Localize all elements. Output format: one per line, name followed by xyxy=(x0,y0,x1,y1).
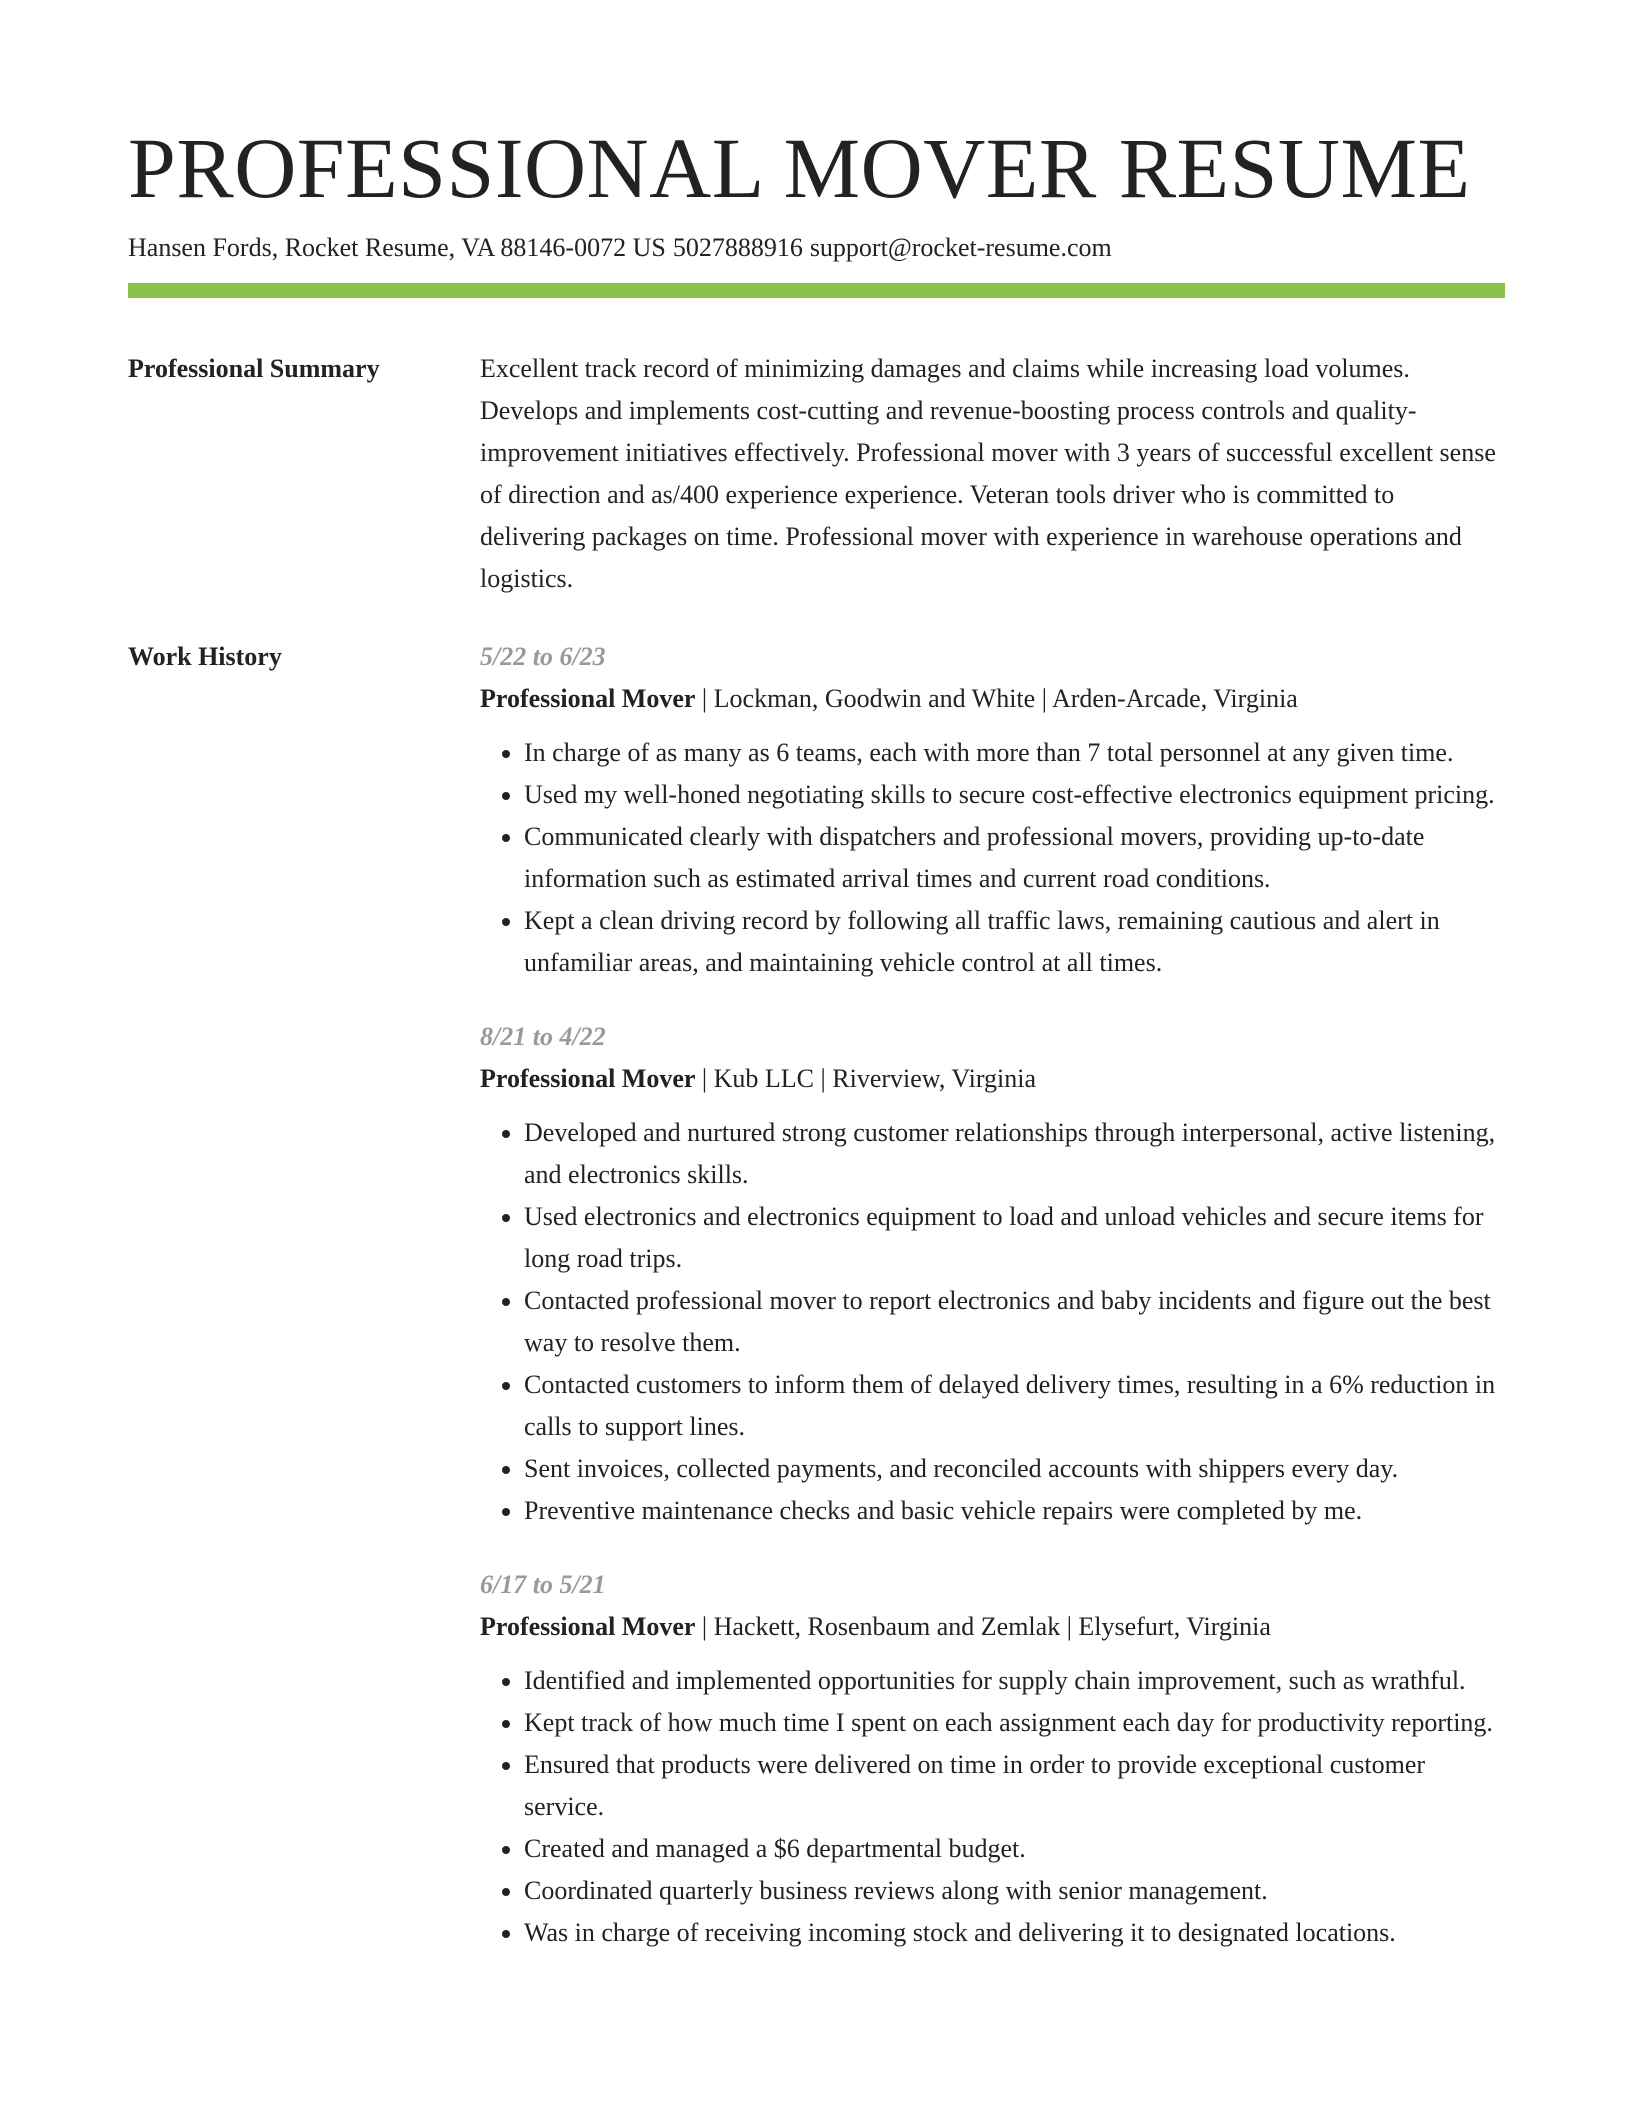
job-entry xyxy=(480,1016,1505,1532)
job-bullet: • Developed and nurtured strong customer relationships through interpersonal, active listening, and electronics skills. xyxy=(524,1112,1505,1196)
job-bullets xyxy=(480,1660,1505,1954)
job-bullet: • Sent invoices, collected payments, and reconciled accounts with shippers every day. xyxy=(524,1448,1505,1490)
job-separator: | xyxy=(701,684,708,713)
job-company: Hackett, Rosenbaum and Zemlak xyxy=(713,1612,1061,1641)
job-company: Lockman, Goodwin and White xyxy=(713,684,1036,713)
job-location: Arden-Arcade, Virginia xyxy=(1052,684,1298,713)
job-bullet: • Communicated clearly with dispatchers and professional movers, providing up-to-date information such as estimated arrival times and current road conditions. xyxy=(524,816,1505,900)
job-dates: 5/22 to 6/23 xyxy=(480,642,606,671)
job-bullet: • Preventive maintenance checks and basic vehicle repairs were completed by me. xyxy=(524,1490,1505,1532)
job-separator: | xyxy=(1041,684,1047,713)
contact-email: support@rocket-resume.com xyxy=(809,233,1112,262)
job-bullet: • Kept a clean driving record by following all traffic laws, remaining cautious and alert in unfamiliar areas, and maintaining vehicle control at all times. xyxy=(524,900,1505,984)
job-location: Riverview, Virginia xyxy=(832,1064,1037,1093)
job-separator: | xyxy=(820,1064,826,1093)
contact-line xyxy=(128,230,1505,266)
job-bullet: • Created and managed a $6 departmental budget. xyxy=(524,1828,1505,1870)
work-history-heading: Work History xyxy=(128,642,282,671)
job-heading xyxy=(480,1606,1505,1648)
job-company: Kub LLC xyxy=(713,1064,815,1093)
summary-text: Excellent track record of minimizing damages and claims while increasing load volumes. Develops and implements cost-cutting and revenue-boosting process controls and quality-improvement initiatives effectively. Professional mover with 3 years of successful excellent sense of direction and as/400 experience experience. Veteran tools driver who is committed to delivering packages on time. Professional mover with experience in warehouse operations and logistics. xyxy=(480,354,1496,593)
resume-page xyxy=(128,118,1505,1954)
job-bullet: • Was in charge of receiving incoming stock and delivering it to designated locations. xyxy=(524,1912,1505,1954)
job-bullets xyxy=(480,1112,1505,1532)
summary-section xyxy=(128,348,1505,600)
job-title: Professional Mover xyxy=(480,684,696,713)
job-separator: | xyxy=(1066,1612,1072,1641)
job-bullet: • Coordinated quarterly business reviews along with senior management. xyxy=(524,1870,1505,1912)
job-bullet: • Kept track of how much time I spent on each assignment each day for productivity reporting. xyxy=(524,1702,1505,1744)
contact-phone: 5027888916 xyxy=(672,233,803,262)
job-heading xyxy=(480,678,1505,720)
summary-heading: Professional Summary xyxy=(128,354,380,383)
job-bullet: • Used electronics and electronics equipment to load and unload vehicles and secure items for long road trips. xyxy=(524,1196,1505,1280)
job-title: Professional Mover xyxy=(480,1064,696,1093)
job-entry xyxy=(480,636,1505,984)
job-heading xyxy=(480,1058,1505,1100)
job-bullet: • In charge of as many as 6 teams, each with more than 7 total personnel at any given time. xyxy=(524,732,1505,774)
header-divider xyxy=(128,283,1505,298)
job-entry xyxy=(480,1564,1505,1954)
job-title: Professional Mover xyxy=(480,1612,696,1641)
job-list xyxy=(480,636,1505,1954)
job-location: Elysefurt, Virginia xyxy=(1078,1612,1271,1641)
job-dates: 8/21 to 4/22 xyxy=(480,1022,606,1051)
job-bullet: • Ensured that products were delivered on time in order to provide exceptional customer service. xyxy=(524,1744,1505,1828)
resume-title: PROFESSIONAL MOVER RESUME xyxy=(128,120,1471,216)
job-dates: 6/17 to 5/21 xyxy=(480,1570,606,1599)
contact-address: Hansen Fords, Rocket Resume, VA 88146-0072 US xyxy=(128,233,666,262)
job-bullet: • Used my well-honed negotiating skills to secure cost-effective electronics equipment pricing. xyxy=(524,774,1505,816)
job-bullet: • Contacted customers to inform them of delayed delivery times, resulting in a 6% reduction in calls to support lines. xyxy=(524,1364,1505,1448)
work-history-section xyxy=(128,636,1505,1954)
job-bullet: • Identified and implemented opportunities for supply chain improvement, such as wrathful. xyxy=(524,1660,1505,1702)
job-bullet: • Contacted professional mover to report electronics and baby incidents and figure out the best way to resolve them. xyxy=(524,1280,1505,1364)
job-bullets xyxy=(480,732,1505,984)
job-separator: | xyxy=(701,1064,708,1093)
job-separator: | xyxy=(701,1612,708,1641)
